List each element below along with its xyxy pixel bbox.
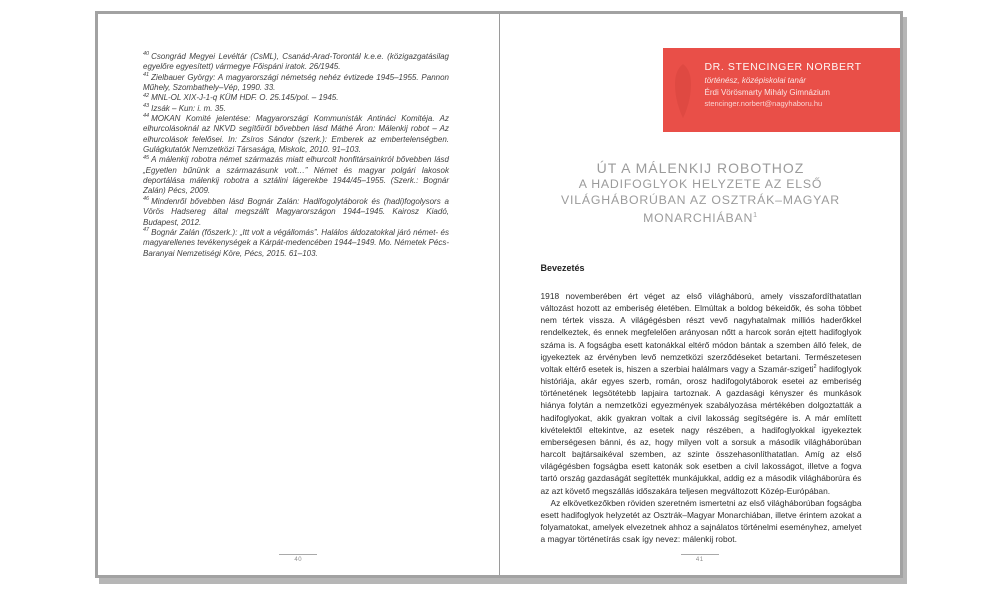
footnote-number: 44: [143, 113, 150, 120]
footnote-number: 42: [143, 92, 150, 99]
author-role: történész, középiskolai tanár: [704, 76, 806, 85]
footnote-number: 43: [143, 103, 150, 110]
footnote-item: [143, 228, 449, 259]
article-subtitle-line: MONARCHIÁBAN$^1$: [643, 211, 758, 226]
footnote-item: [143, 93, 449, 103]
document-spread: [95, 11, 903, 578]
page-number-footer: [98, 554, 499, 563]
page-number-footer: [500, 554, 901, 563]
article-body: [541, 290, 862, 545]
left-page: [98, 14, 499, 575]
emblem-watermark-icon: [672, 62, 694, 120]
title-footnote-ref: 1: [753, 212, 758, 219]
body-paragraph: Az elkövetkezőkben röviden szeretném ismertetni az első világháborúban fogságba esett hadifoglyok helyzetét az Osztrák–Magyar Monarchiában, illetve érintem azokat a folyamatokat, amelyek elvezetnek ahhoz a sajnálatos történelmi eseményhez, amelyet a magyar történetírás csak így nevez: málenkij robot.: [540, 497, 862, 545]
footnote-number: 46: [143, 196, 150, 203]
footnote-number: 47: [143, 227, 150, 234]
footnote-text: Csongrád Megyei Levéltár (CsML), Csanád-Arad-Torontál k.e.e. (közigazgatásilag egyelőre egyesített) vármegye Főispáni iratok. 26/1945.: [143, 52, 449, 72]
footnote-item: [143, 52, 449, 73]
footnote-text: A málenkij robotra német származás miatt elhurcolt honfitársainkról bővebben lásd „Egyetlen bűnünk a származásunk volt…” Német és magyar polgári lakosok deportálása málenkij robotra a sztálini lágerekbe 1944/45–1955. (Szerk.: Bognár Zalán) Pécs, 2009.: [143, 155, 449, 196]
body-footnote-ref: 2: [813, 364, 817, 371]
footnote-number: 40: [143, 51, 150, 58]
section-heading: Bevezetés: [540, 263, 585, 273]
page-number: 40: [294, 557, 303, 563]
author-affiliation: Érdi Vörösmarty Mihály Gimnázium: [704, 87, 830, 97]
author-email[interactable]: stencinger.norbert@nagyhaboru.hu: [704, 99, 823, 108]
right-page: [500, 14, 901, 575]
footnote-text: MNL-OL XIX-J-1-q KÜM HDF. O. 25.145/pol. – 1945.: [151, 93, 339, 103]
footer-rule: [279, 554, 317, 555]
footnote-item: [143, 114, 449, 155]
footnote-text: MOKAN Komité jelentése: Magyarországi Kommunisták Antináci Komitéja. Az elhurcolásoknál az NKVD segítőiről bővebben lásd Máthé Áron: Málenkij robot – Az elhurcolások felelősei. In: Zsíros Sándor (szerk.): Emberek az embertelenségben. Gulágkutatók Nemzetközi Társasága, Miskolc, 2010. 91–103.: [143, 114, 449, 155]
footnote-text: Zielbauer György: A magyarországi németség nehéz évtizede 1945–1955. Pannon Műhely, Szombathely–Vép, 1990. 33.: [143, 72, 449, 93]
footer-rule: [681, 554, 719, 555]
footnote-text: Mindenről bővebben lásd Bognár Zalán: Hadifogolytáborok és (hadi)fogolysors a Vörös Hadsereg által megszállt Magyarországon 1944–1945. Kairosz Kiadó, Budapest, 2012.: [143, 196, 449, 227]
article-title: [540, 160, 862, 227]
footnotes-block: [143, 52, 449, 259]
footnote-item: [143, 155, 449, 196]
footnote-item: [143, 197, 449, 228]
body-paragraph: 1918 novemberében ért véget az első világháború, amely visszafordíthatatlan változást hozott az emberiség életében. Elmúltak a boldog békeidők, és soha többet nem tértek vissza. A világégésben részt vevő nagyhatalmak milliós haderőkkel rendelkeztek, és ennek megfelelően arányosan nőtt a harcok során ejtett hadifoglyok száma is. A fogságba esett katonákkal eltérő módon bántak a szemben álló felek, de igyekeztek az érvényben levő nemzetközi szerződéseket betartani. Természetesen voltak eltérő esetek is, hiszen a szerbiai halálmars vagy a Szamár-szigeti$^2$ hadifoglyok históriája, akár egyes szerb, román, orosz hadifogolytáborok esetei az emberiség történetének legsötétebb lapjaira tartoznak. A gazdasági kényszer és munkások hiánya folytán a nemzetközi egyezmények szabályozása mértékében dolgoztatták a hadifoglyokat, akik gyakran voltak a civil lakosság segítségére is. A már említett kivételektől eltekintve, az esetek nagy részében, a hadifoglyokkal igyekeztek emberségesen bánni, és az, hogy milyen volt a sorsuk a második világháborúban harcolt bajtársaikéval szemben, az szinte összehasonlíthatatlan. Amíg az első világégésben fogságba esett katonák sok esetben a civil lakosságot, illetve a fogva tartó ország gazdaságát segítették munkájukkal, addig ez a második világháborúra és az azt követő megszállás időszakára teljesen megváltozott Közép-Európában.: [540, 291, 862, 496]
article-subtitle-line: VILÁGHÁBORÚBAN AZ OSZTRÁK–MAGYAR: [561, 192, 840, 207]
article-subtitle-line: A HADIFOGLYOK HELYZETE AZ ELSŐ: [578, 177, 823, 191]
author-card: [663, 48, 901, 132]
footnote-item: [143, 104, 449, 114]
footnote-number: 41: [143, 72, 150, 79]
author-name: DR. STENCINGER NORBERT: [704, 61, 862, 73]
footnote-number: 45: [143, 154, 150, 161]
footnote-text: Bognár Zalán (főszerk.): „Itt volt a végállomás”. Halálos áldozatokkal járó német- és magyarellenes tevékenységek a Kárpát-medencében 1944–1949. Mo. Németek Pécs-Baranyai Nemzetiségi Köre, Pécs, 2015. 61–103.: [143, 227, 449, 258]
footnote-text: Izsák – Kun: i. m. 35.: [151, 103, 226, 113]
footnote-item: [143, 73, 449, 94]
page-number: 41: [695, 557, 704, 563]
article-title-main: ÚT A MÁLENKIJ ROBOTHOZ: [596, 160, 805, 176]
